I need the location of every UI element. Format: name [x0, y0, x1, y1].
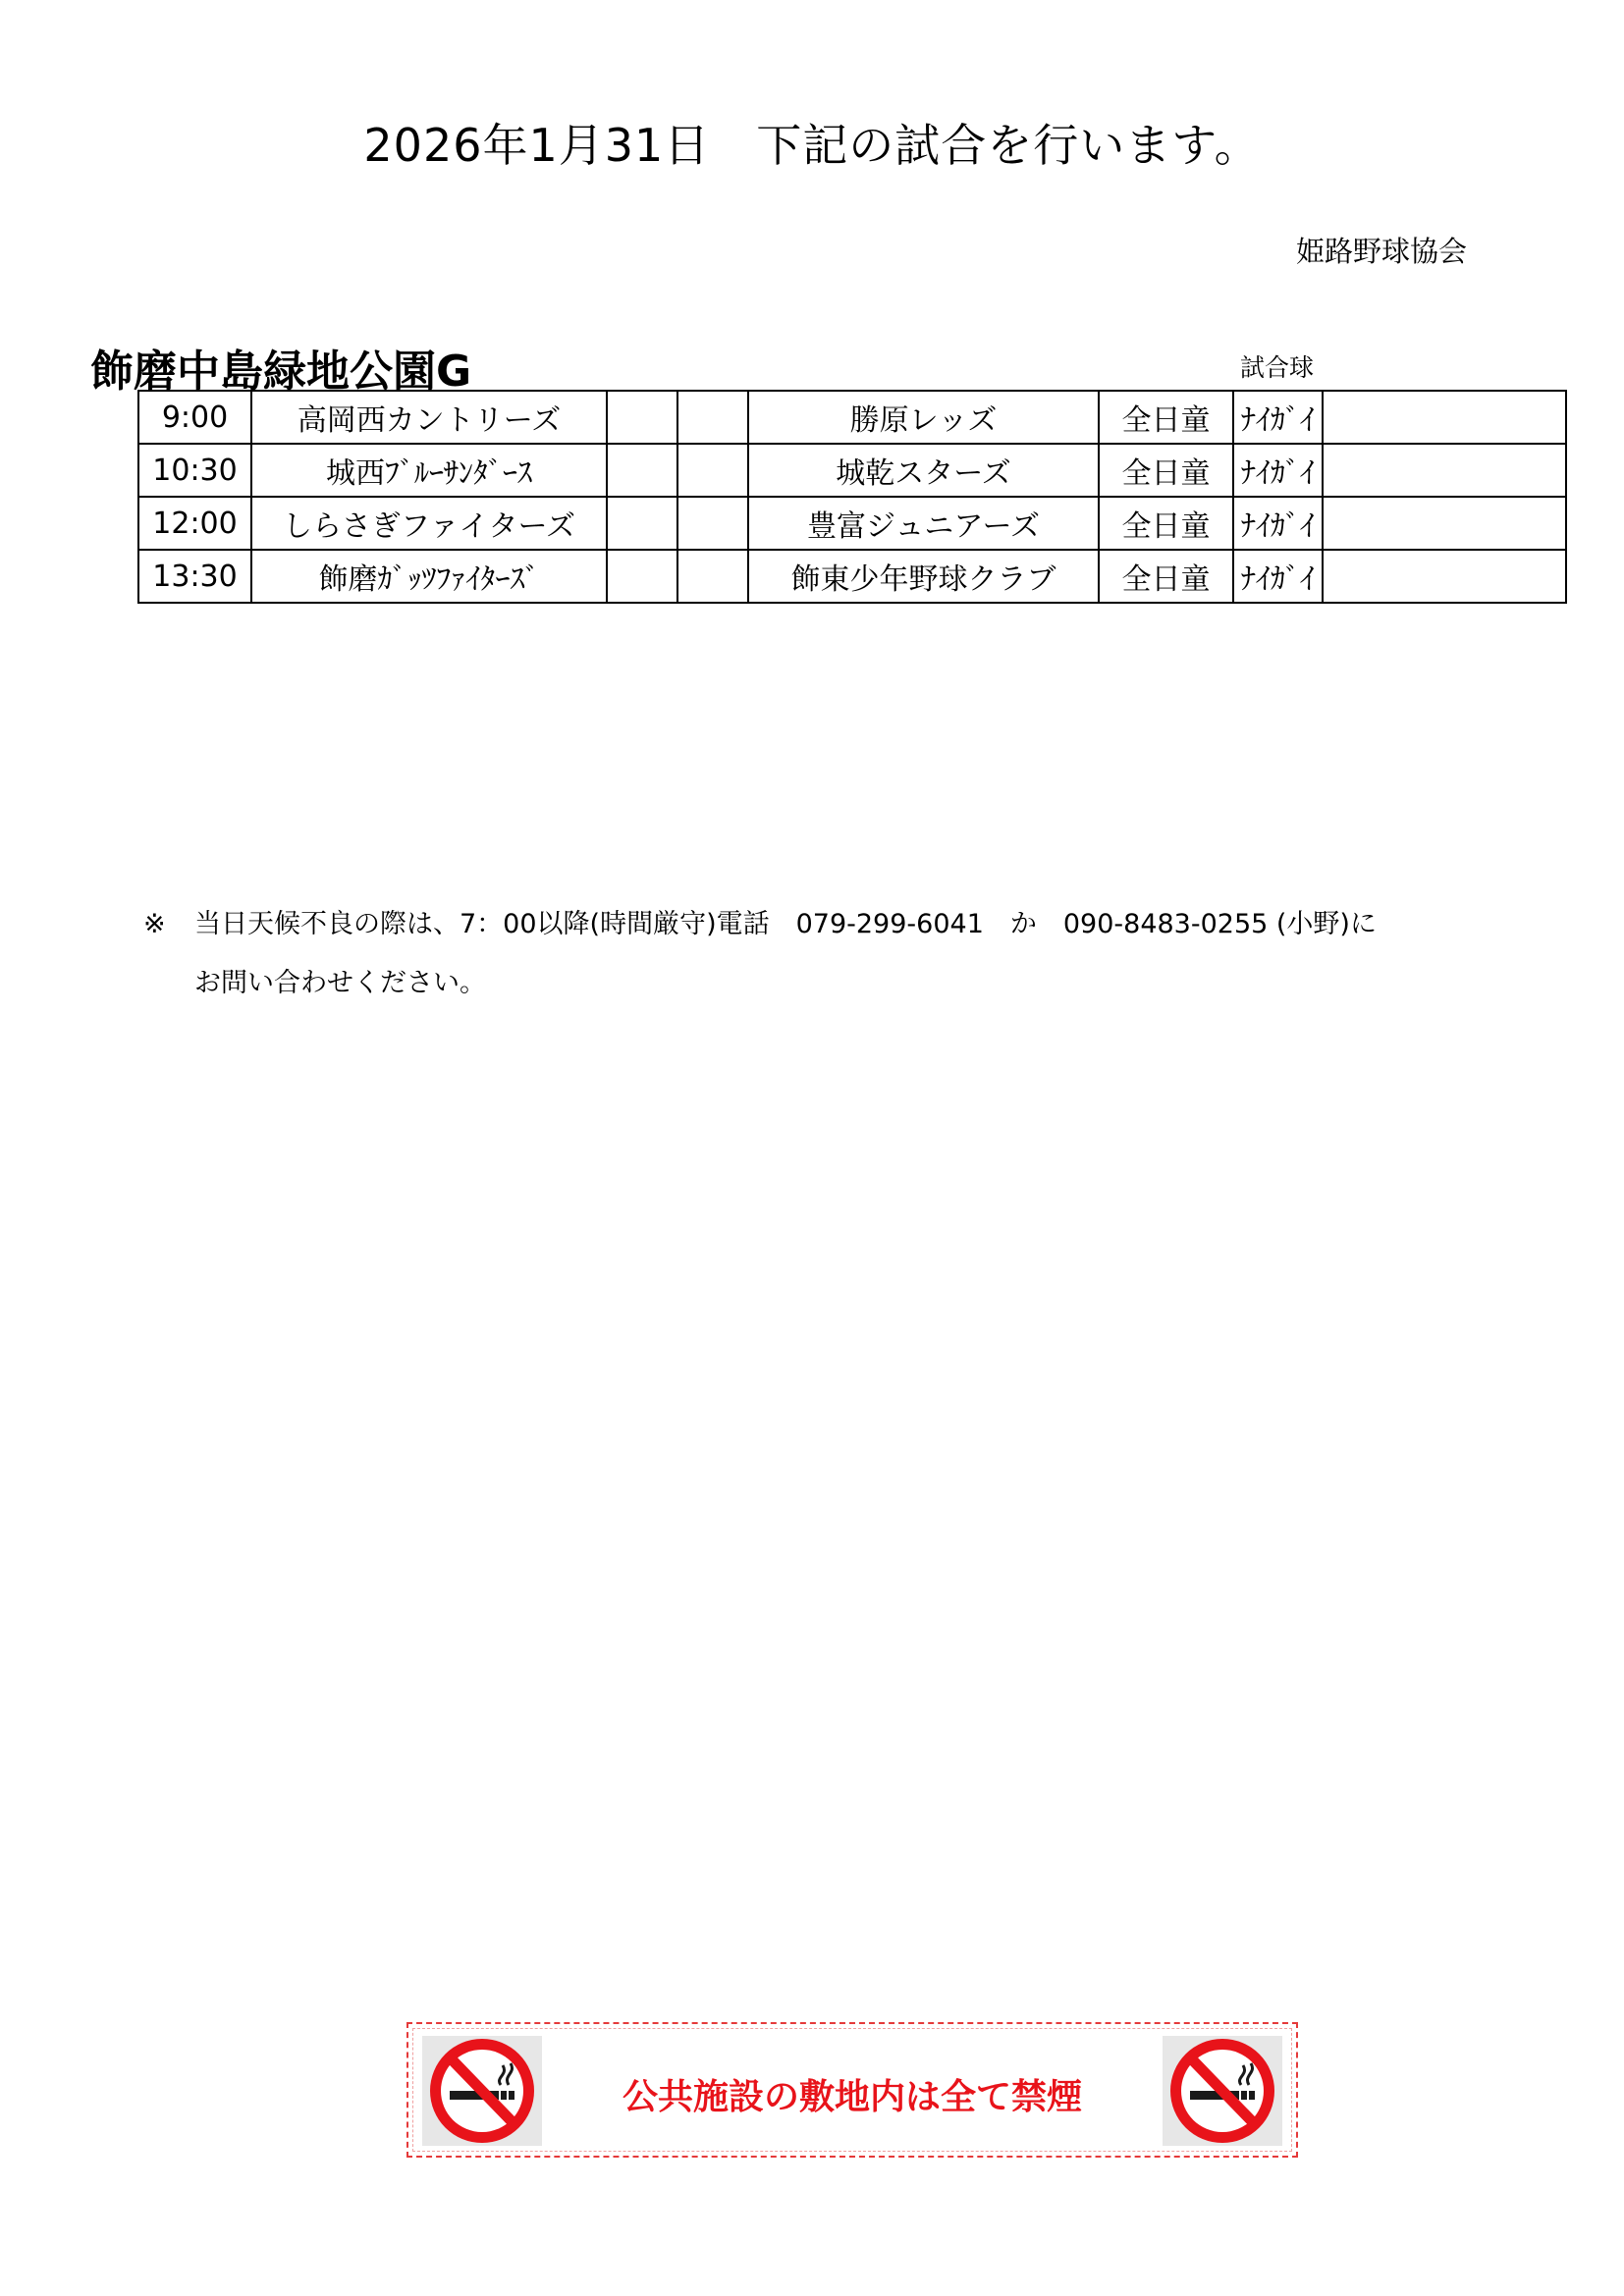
home-score-cell — [607, 497, 677, 550]
venue-name: 飾磨中島緑地公園G — [90, 347, 472, 397]
away-score-cell — [677, 391, 748, 444]
remarks-cell — [1323, 391, 1566, 444]
ball-column-header: 試合球 — [1240, 353, 1315, 382]
remarks-cell — [1323, 497, 1566, 550]
game-time: 10:30 — [138, 444, 251, 497]
home-team: 城西ﾌﾞﾙｰｻﾝﾀﾞｰｽ — [251, 444, 607, 497]
reference-mark: ※ — [143, 909, 166, 939]
game-time: 9:00 — [138, 391, 251, 444]
game-ball: ﾅｲｶﾞｲ — [1233, 391, 1323, 444]
away-team: 勝原レッズ — [748, 391, 1099, 444]
home-score-cell — [607, 391, 677, 444]
table-row — [138, 550, 1566, 603]
away-score-cell — [677, 497, 748, 550]
weather-notice — [143, 895, 1377, 1013]
remarks-cell — [1323, 444, 1566, 497]
game-category: 全日童 — [1099, 391, 1233, 444]
home-team: 飾磨ｶﾞｯﾂﾌｧｲﾀｰｽﾞ — [251, 550, 607, 603]
home-team: 高岡西カントリーズ — [251, 391, 607, 444]
no-smoking-text: 公共施設の敷地内は全て禁煙 — [622, 2077, 1082, 2117]
page-title: 2026年1月31日 下記の試合を行います。 — [363, 119, 1261, 172]
notice-text-2: お問い合わせください。 — [194, 968, 486, 998]
away-team: 城乾スターズ — [748, 444, 1099, 497]
home-team: しらさぎファイターズ — [251, 497, 607, 550]
away-score-cell — [677, 444, 748, 497]
notice-line-1 — [143, 895, 1377, 954]
game-time: 12:00 — [138, 497, 251, 550]
game-category: 全日童 — [1099, 550, 1233, 603]
game-time: 13:30 — [138, 550, 251, 603]
game-category: 全日童 — [1099, 497, 1233, 550]
away-team: 豊富ジュニアーズ — [748, 497, 1099, 550]
table-row — [138, 444, 1566, 497]
organizer-name: 姫路野球協会 — [1296, 235, 1468, 268]
remarks-cell — [1323, 550, 1566, 603]
no-smoking-icon — [1163, 2036, 1282, 2146]
game-ball: ﾅｲｶﾞｲ — [1233, 550, 1323, 603]
away-team: 飾東少年野球クラブ — [748, 550, 1099, 603]
game-schedule-table — [137, 390, 1567, 604]
game-ball: ﾅｲｶﾞｲ — [1233, 497, 1323, 550]
game-category: 全日童 — [1099, 444, 1233, 497]
no-smoking-banner — [406, 2022, 1298, 2158]
table-row — [138, 391, 1566, 444]
home-score-cell — [607, 444, 677, 497]
game-ball: ﾅｲｶﾞｲ — [1233, 444, 1323, 497]
away-score-cell — [677, 550, 748, 603]
table-row — [138, 497, 1566, 550]
notice-text-1: 当日天候不良の際は、7：00以降(時間厳守)電話 079-299-6041 か 090-8483-0255 (小野)に — [194, 909, 1377, 939]
home-score-cell — [607, 550, 677, 603]
